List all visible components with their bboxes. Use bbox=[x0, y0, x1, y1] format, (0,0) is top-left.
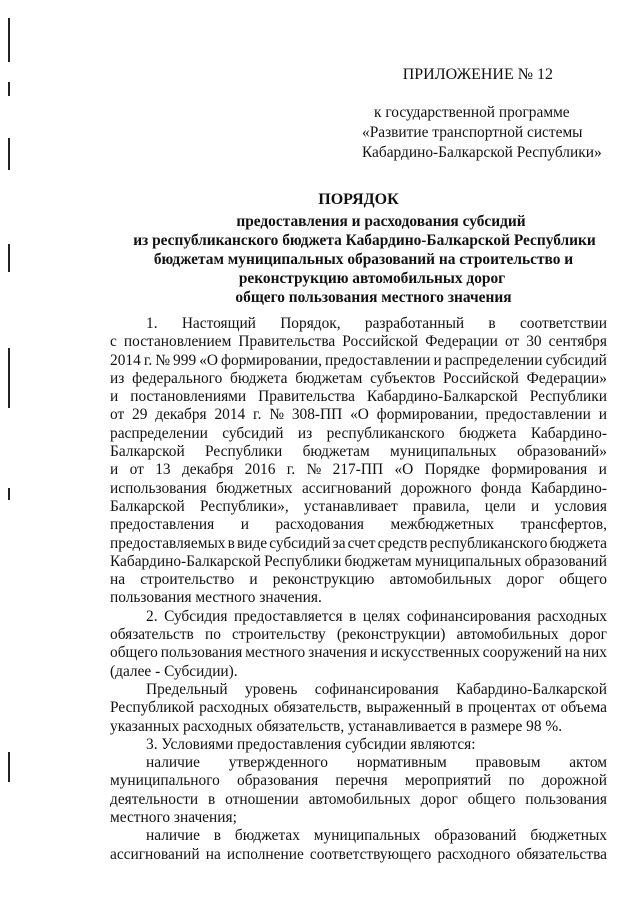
text-word: формирования bbox=[491, 461, 588, 479]
text-word: обязательств, bbox=[273, 699, 362, 717]
text-word: в bbox=[455, 699, 464, 717]
text-word: в bbox=[207, 790, 216, 808]
text-word: по bbox=[204, 626, 221, 644]
text-word: автомобильных bbox=[389, 571, 492, 589]
text-word: Субсидия bbox=[164, 607, 228, 625]
text-word: и bbox=[530, 497, 540, 515]
text-word: Кабардино-Балкарской bbox=[366, 388, 518, 406]
text-word: ассигнований bbox=[301, 479, 392, 497]
text-word: значения bbox=[308, 644, 367, 662]
text-word: от bbox=[110, 406, 125, 424]
text-line bbox=[110, 846, 607, 864]
text-word: № bbox=[155, 351, 170, 369]
text-word: софинансирования bbox=[314, 680, 439, 698]
text-word: в bbox=[488, 315, 496, 332]
text-word: в bbox=[227, 534, 235, 552]
text-line bbox=[110, 388, 607, 406]
text-word: устанавливает bbox=[303, 497, 398, 515]
text-line bbox=[110, 498, 607, 516]
text-word: Кабардино- bbox=[530, 424, 607, 442]
text-line bbox=[110, 571, 607, 589]
text-word: сооружений bbox=[482, 644, 562, 662]
text-word: наличие bbox=[146, 754, 200, 772]
text-word: бюджетных bbox=[215, 479, 293, 497]
text-word: соответствующего bbox=[309, 845, 432, 863]
text-word: декабря bbox=[155, 406, 207, 424]
text-word: распределении bbox=[444, 351, 543, 369]
text-line bbox=[110, 516, 607, 534]
text-word: пользования местного значения. bbox=[110, 589, 322, 607]
text-word: бюджета bbox=[230, 369, 288, 387]
text-word: трансфертов, bbox=[520, 516, 607, 534]
heading-line: из республиканского бюджета Кабардино-Балкарской Республики bbox=[133, 232, 596, 249]
text-word: из bbox=[110, 369, 125, 387]
text-word: в bbox=[349, 607, 357, 625]
text-word: условия bbox=[554, 497, 607, 515]
text-word: предоставления bbox=[110, 516, 215, 534]
text-word: разработанный bbox=[364, 315, 465, 332]
scan-margin-mark bbox=[8, 348, 10, 408]
text-word: сентября bbox=[548, 333, 607, 351]
text-word: расходных bbox=[199, 699, 269, 717]
text-word: процентах bbox=[468, 699, 537, 717]
text-word: 2014 bbox=[110, 351, 141, 369]
scan-margin-mark bbox=[8, 488, 10, 500]
text-word: цели bbox=[484, 497, 516, 515]
text-word: перечня bbox=[335, 772, 388, 790]
text-word: формировании, bbox=[221, 351, 322, 369]
text-word: «О bbox=[199, 351, 218, 369]
text-word: Предельный bbox=[146, 680, 228, 698]
text-word: бюджетам bbox=[302, 443, 370, 461]
text-word: мероприятий bbox=[404, 772, 492, 790]
text-word: исполнение bbox=[226, 845, 304, 863]
text-word: из bbox=[297, 424, 313, 442]
appendix-line: к государственной программе bbox=[374, 104, 570, 121]
text-word: Республики», bbox=[199, 497, 289, 515]
text-word: образования bbox=[237, 772, 319, 790]
text-word: и bbox=[598, 406, 607, 424]
heading-title: ПОРЯДОК bbox=[318, 191, 399, 208]
text-word: Правительства bbox=[258, 388, 355, 406]
text-line bbox=[110, 461, 607, 479]
text-word: Республикой bbox=[110, 699, 195, 717]
text-word: субъектов bbox=[370, 369, 436, 387]
text-word: деятельности bbox=[110, 790, 199, 808]
document-body bbox=[110, 315, 607, 864]
text-line bbox=[110, 480, 607, 498]
text-word: № bbox=[306, 461, 322, 479]
text-word: по bbox=[508, 772, 525, 790]
text-word: утвержденного bbox=[228, 754, 328, 772]
text-word: бюджетам bbox=[344, 552, 412, 570]
text-word: и bbox=[433, 351, 442, 369]
document-heading bbox=[110, 190, 607, 307]
text-word: декабря bbox=[181, 461, 234, 479]
text-line bbox=[110, 553, 607, 571]
text-word: искусственных bbox=[380, 644, 480, 662]
text-word: расходования bbox=[275, 516, 364, 534]
text-line bbox=[110, 791, 607, 809]
text-word: 2014 bbox=[214, 406, 246, 424]
text-word: ассигнований bbox=[110, 845, 200, 863]
text-word: наличие bbox=[146, 827, 200, 845]
text-word: актом bbox=[569, 754, 607, 772]
text-word: с bbox=[110, 333, 117, 351]
text-line bbox=[110, 333, 607, 351]
heading-line: реконструкцию автомобильных дорог bbox=[238, 270, 506, 287]
text-word: нормативным bbox=[356, 754, 447, 772]
text-word: указанных расходных обязательств, устанавливается в размере 98 %. bbox=[110, 717, 563, 735]
text-word: от bbox=[129, 461, 144, 479]
text-word: Республики bbox=[264, 552, 342, 570]
text-line bbox=[110, 370, 607, 388]
text-word: счет bbox=[347, 534, 376, 552]
text-word: на bbox=[564, 644, 580, 662]
text-word: № bbox=[269, 406, 284, 424]
scan-margin-mark bbox=[8, 138, 10, 170]
text-word: дорожного bbox=[400, 479, 472, 497]
text-word: виде bbox=[236, 534, 268, 552]
text-word: общего bbox=[467, 790, 516, 808]
text-word: муниципального bbox=[110, 772, 220, 790]
text-word: Федерации bbox=[425, 333, 498, 351]
appendix-number: ПРИЛОЖЕНИЕ № 12 bbox=[402, 66, 553, 83]
text-word: образований bbox=[434, 827, 517, 845]
text-line bbox=[110, 644, 607, 662]
text-word: уровень bbox=[245, 680, 298, 698]
text-word: бюджетных bbox=[530, 827, 607, 845]
text-word: Кабардино-Балкарской bbox=[456, 680, 607, 698]
text-word: Республики bbox=[529, 388, 607, 406]
text-word: от bbox=[504, 333, 520, 351]
text-line bbox=[110, 663, 607, 681]
text-word: в bbox=[213, 827, 222, 845]
text-line bbox=[110, 443, 607, 461]
text-word: местного значения; bbox=[110, 809, 237, 827]
text-word: целях bbox=[362, 607, 401, 625]
text-word: предоставляемых bbox=[110, 534, 226, 552]
text-word: автомобильных bbox=[456, 626, 559, 644]
text-word: Правительства bbox=[238, 333, 336, 351]
appendix-line: «Развитие транспортной системы bbox=[362, 124, 583, 141]
text-word: них bbox=[582, 644, 607, 662]
text-word: образований» bbox=[516, 443, 607, 461]
text-word: реконструкцию bbox=[272, 571, 375, 589]
text-word: 29 bbox=[132, 406, 148, 424]
text-word: предоставлении bbox=[325, 351, 431, 369]
text-word: за bbox=[332, 534, 346, 552]
text-word: 30 bbox=[526, 333, 542, 351]
text-word: Федерации» bbox=[526, 369, 607, 387]
text-word: постановлениями bbox=[130, 388, 247, 406]
text-word: постановлением bbox=[123, 333, 232, 351]
text-word: правила, bbox=[412, 497, 470, 515]
appendix-reference bbox=[362, 103, 602, 163]
text-word: Кабардино- bbox=[530, 479, 607, 497]
text-word: бюджета bbox=[549, 534, 607, 552]
text-line bbox=[110, 809, 607, 827]
text-word: Порядок, bbox=[280, 315, 341, 332]
text-word: и bbox=[598, 461, 607, 479]
heading-line: бюджетам муниципальных образований на строительство и bbox=[153, 251, 574, 268]
scan-margin-mark bbox=[8, 18, 10, 62]
text-word: г. bbox=[143, 351, 153, 369]
scan-margin-mark bbox=[8, 244, 10, 272]
text-word: бюджетам bbox=[295, 369, 363, 387]
text-word: и bbox=[249, 571, 258, 589]
text-word: Балкарской bbox=[110, 497, 185, 515]
text-word: и bbox=[110, 461, 119, 479]
text-word: Российской bbox=[442, 369, 519, 387]
text-word: 13 bbox=[155, 461, 171, 479]
text-word: и bbox=[240, 516, 249, 534]
text-word: соответствии bbox=[519, 315, 607, 332]
text-word: строительство bbox=[140, 571, 235, 589]
text-word: распределении bbox=[110, 424, 208, 442]
text-word: обязательства bbox=[516, 845, 607, 863]
text-word: Порядке bbox=[424, 461, 480, 479]
text-word: субсидий bbox=[269, 534, 331, 552]
text-word: 217-ПП bbox=[332, 461, 384, 479]
text-word: отношении bbox=[225, 790, 299, 808]
text-word: г. bbox=[286, 461, 296, 479]
text-word: 999 bbox=[173, 351, 197, 369]
text-line bbox=[110, 626, 607, 644]
text-word: на bbox=[110, 571, 126, 589]
text-word: формировании, bbox=[376, 406, 478, 424]
text-word: общего bbox=[110, 644, 158, 662]
text-word: дорог bbox=[506, 571, 544, 589]
text-word: Настоящий bbox=[181, 315, 256, 332]
text-word: пользования bbox=[160, 644, 243, 662]
text-line bbox=[110, 315, 607, 333]
text-word: софинансирования bbox=[406, 607, 531, 625]
text-word: на bbox=[205, 845, 221, 863]
text-word: общего bbox=[559, 571, 607, 589]
text-word: бюджетах bbox=[234, 827, 300, 845]
text-word: средств bbox=[377, 534, 428, 552]
text-word: дорожной bbox=[541, 772, 607, 790]
heading-line: общего пользования местного значения bbox=[235, 289, 512, 306]
text-word: дорог bbox=[420, 790, 458, 808]
text-word: автомобильных bbox=[308, 790, 411, 808]
text-word: строительству bbox=[232, 626, 326, 644]
text-line bbox=[110, 736, 607, 754]
text-word: субсидий bbox=[222, 424, 284, 442]
text-word: муниципальных bbox=[390, 443, 497, 461]
text-word: и bbox=[110, 388, 119, 406]
text-line bbox=[110, 535, 607, 553]
text-word: расходного bbox=[437, 845, 511, 863]
text-word: от bbox=[541, 699, 556, 717]
text-word: местного bbox=[245, 644, 306, 662]
text-line bbox=[110, 406, 607, 424]
text-word: республиканского bbox=[429, 534, 548, 552]
text-line bbox=[110, 589, 607, 607]
text-word: 2016 bbox=[244, 461, 276, 479]
text-word: субсидий bbox=[545, 351, 607, 369]
text-word: образований bbox=[524, 552, 607, 570]
text-word: 1. bbox=[146, 315, 158, 332]
text-word: «О bbox=[394, 461, 414, 479]
scan-margin-mark bbox=[8, 82, 10, 96]
text-line bbox=[110, 681, 607, 699]
text-word: муниципальных bbox=[414, 552, 522, 570]
heading-line: предоставления и расходования субсидий bbox=[236, 213, 526, 230]
text-word: обязательств bbox=[110, 626, 194, 644]
text-word: 308-ПП bbox=[291, 406, 343, 424]
text-word: расходных bbox=[537, 607, 607, 625]
text-word: Балкарской bbox=[110, 443, 185, 461]
text-word: федерального bbox=[132, 369, 223, 387]
text-word: (далее - Субсидии). bbox=[110, 662, 238, 680]
text-word: использования bbox=[110, 479, 207, 497]
text-word: фонда bbox=[480, 479, 522, 497]
text-line bbox=[110, 827, 607, 845]
text-word: республиканского bbox=[326, 424, 445, 442]
text-line bbox=[110, 425, 607, 443]
appendix-line: Кабардино-Балкарской Республики» bbox=[362, 144, 602, 161]
text-word: и bbox=[369, 644, 378, 662]
text-word: предоставляется bbox=[234, 607, 343, 625]
text-word: предоставлении bbox=[485, 406, 591, 424]
text-word: дорог bbox=[569, 626, 607, 644]
text-line bbox=[110, 754, 607, 772]
text-line bbox=[110, 608, 607, 626]
text-word: объема bbox=[560, 699, 607, 717]
text-word: г. bbox=[253, 406, 262, 424]
text-line bbox=[110, 352, 607, 370]
text-word: Кабардино-Балкарской bbox=[110, 552, 261, 570]
text-word: выраженный bbox=[366, 699, 451, 717]
text-word: Республики bbox=[205, 443, 283, 461]
text-word: Российской bbox=[342, 333, 419, 351]
text-word: (реконструкции) bbox=[336, 626, 446, 644]
text-line bbox=[110, 718, 607, 736]
text-word: межбюджетных bbox=[390, 516, 495, 534]
text-line bbox=[110, 772, 607, 790]
text-word: 3. Условиями предоставления субсидии являются: bbox=[146, 735, 476, 753]
text-line bbox=[110, 699, 607, 717]
text-word: правовым bbox=[475, 754, 541, 772]
text-word: муниципальных bbox=[313, 827, 421, 845]
scan-margin-mark bbox=[8, 752, 10, 782]
text-word: бюджета bbox=[459, 424, 517, 442]
text-word: «О bbox=[350, 406, 369, 424]
text-word: пользования bbox=[525, 790, 607, 808]
text-word: 2. bbox=[146, 607, 158, 625]
